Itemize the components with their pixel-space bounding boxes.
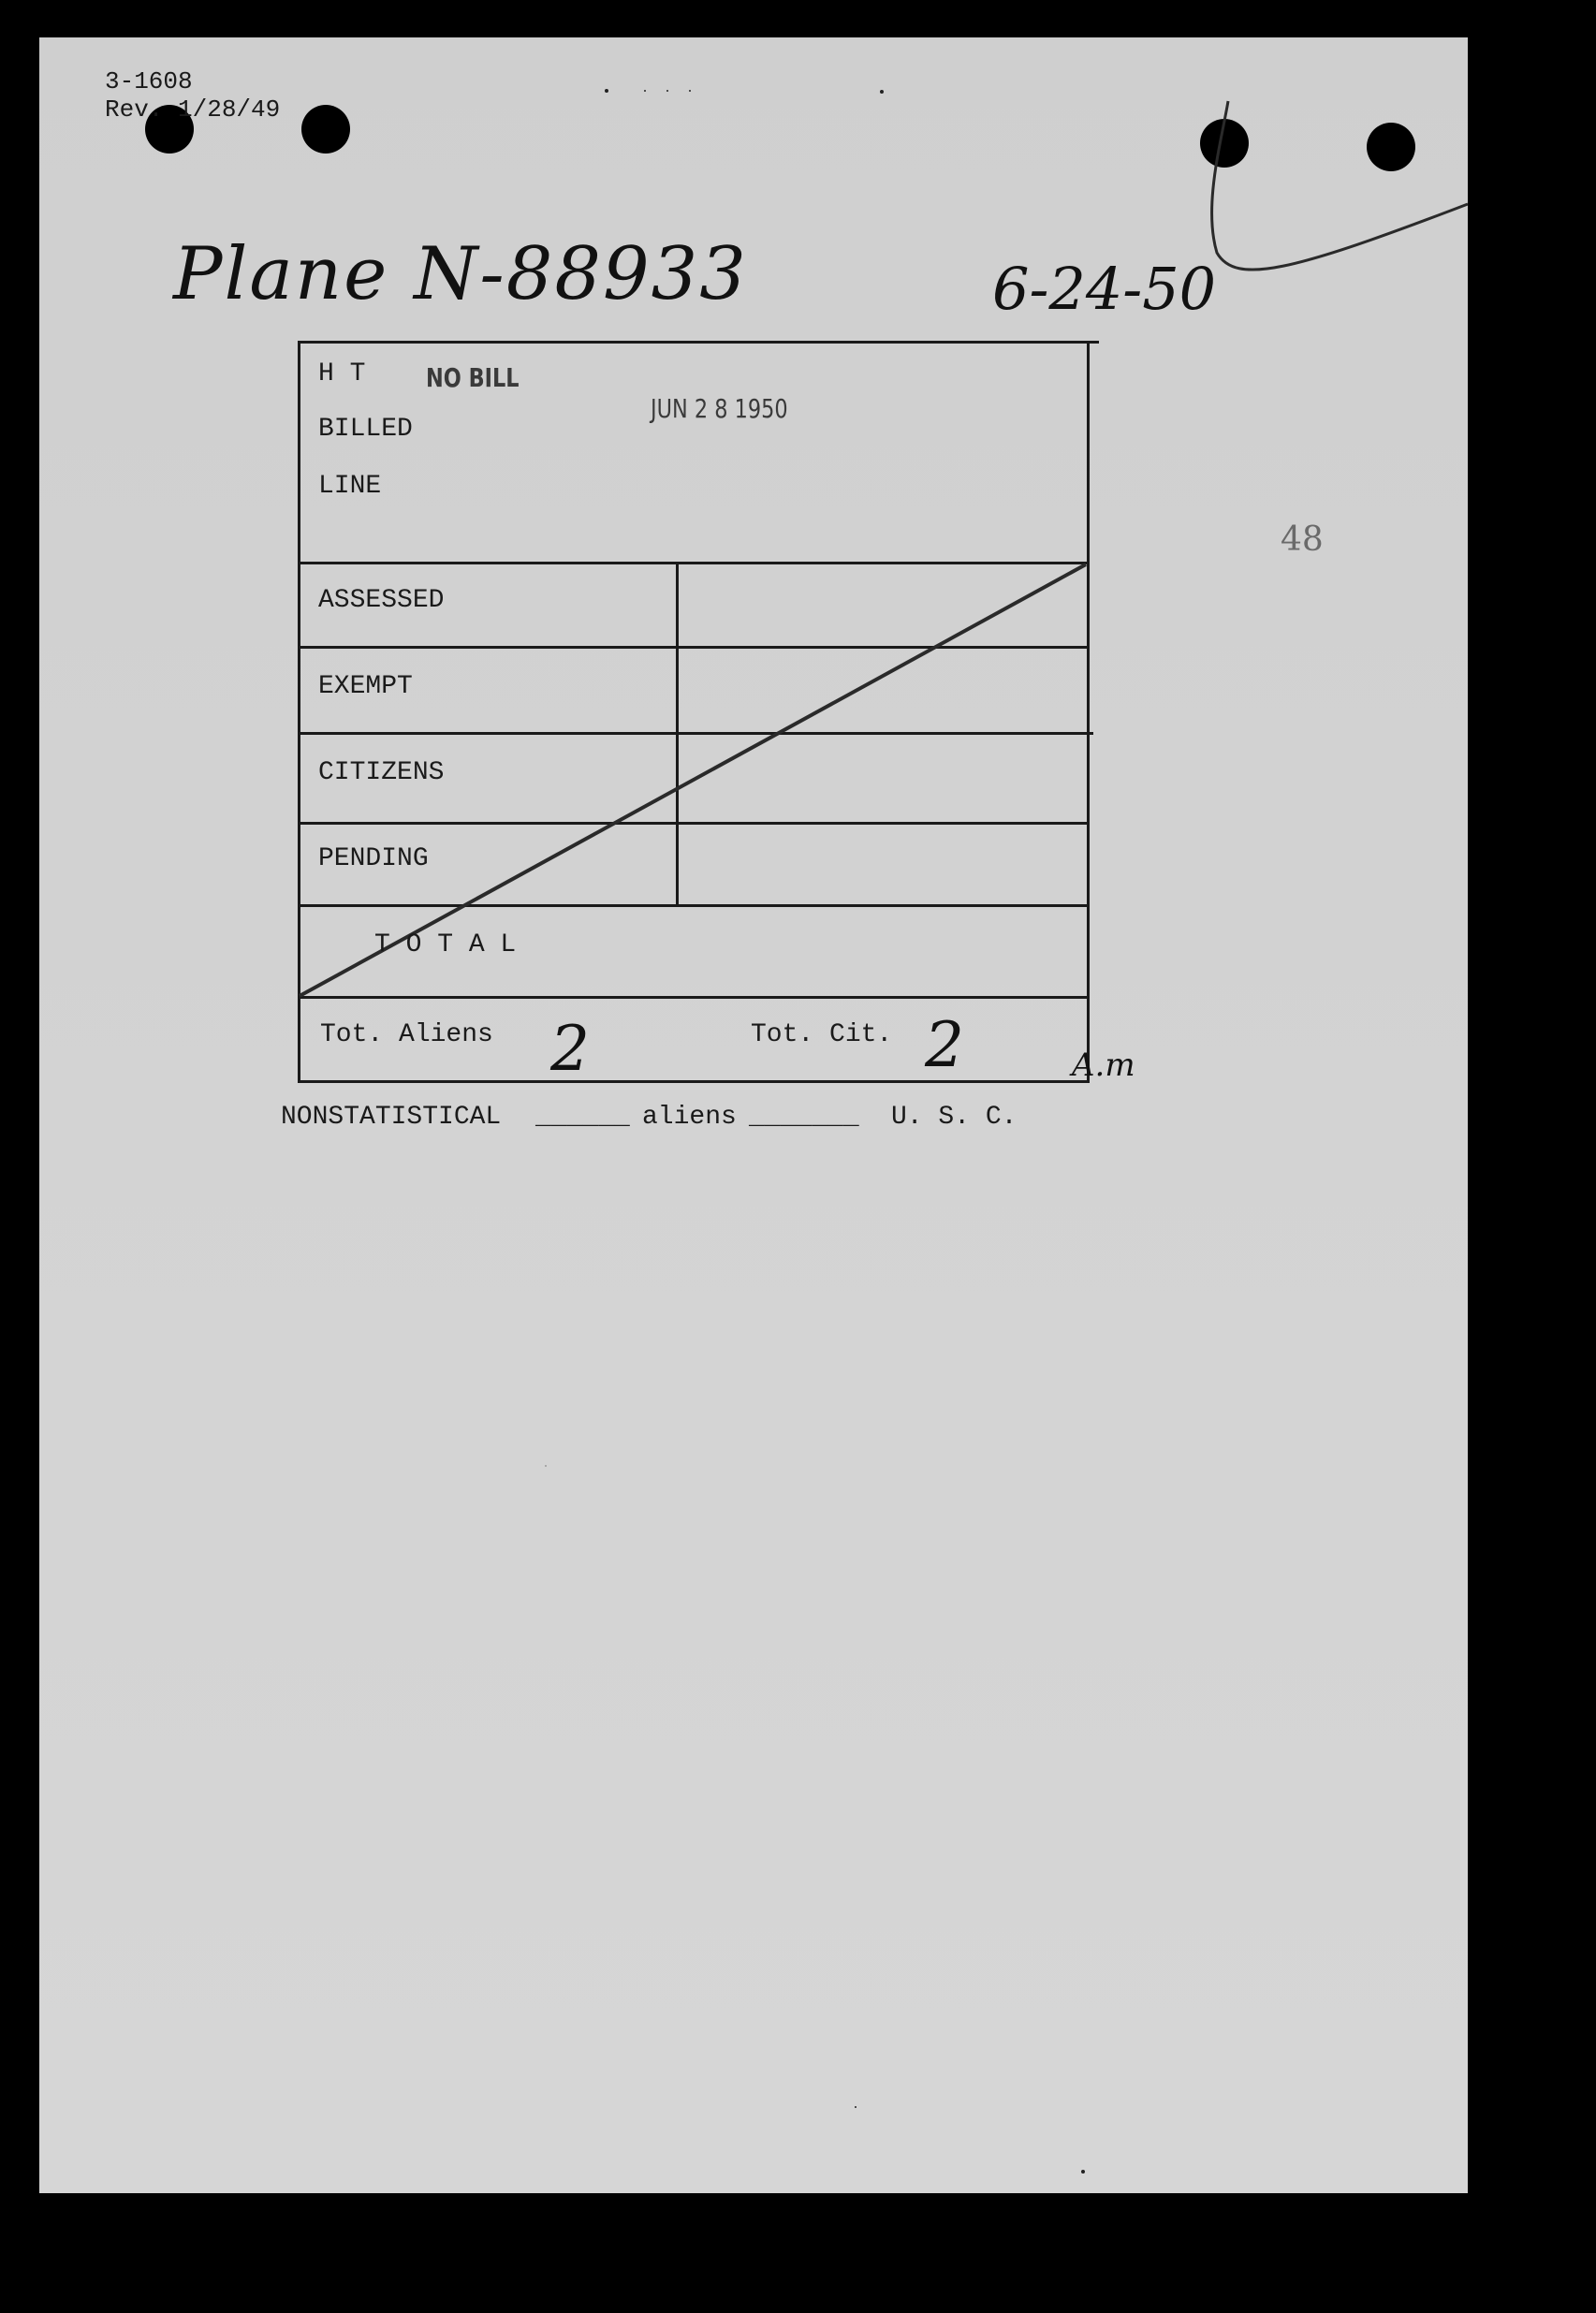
row-label-pending: PENDING [318,844,429,873]
row-label-assessed: ASSESSED [318,586,445,615]
received-date-stamp: JUN 2 8 1950 [651,393,788,424]
scan-speck [880,90,884,94]
tot-aliens-value: 2 [550,1013,590,1085]
scan-speck [666,90,668,92]
row-label-exempt: EXEMPT [318,672,413,701]
handwritten-date: 6-24-50 [992,255,1217,323]
scan-speck [545,1465,547,1467]
form-revision: Rev. 1/28/49 [105,95,281,124]
usc-label: U. S. C. [891,1103,1018,1132]
header-line-billed: BILLED [318,415,413,444]
tot-aliens-label: Tot. Aliens [320,1020,493,1049]
scan-speck [855,2106,857,2108]
handwritten-initials: A.m [1072,1047,1135,1084]
no-bill-stamp: NO BILL [426,362,520,393]
header-line-ht: H T [318,359,366,388]
scan-speck [644,90,646,92]
row-label-citizens: CITIZENS [318,758,445,787]
nonstatistical-blank-aliens: ______ [535,1103,630,1132]
scan-speck [1081,2170,1085,2174]
aliens-label: aliens [642,1103,737,1132]
handwritten-plane-number: Plane N-88933 [173,232,748,316]
scan-speck [689,90,691,92]
header-line-line: LINE [318,472,382,501]
nonstatistical-label: NONSTATISTICAL [281,1103,502,1132]
tot-cit-label: Tot. Cit. [751,1020,893,1049]
nonstatistical-blank-usc: _______ [749,1103,859,1132]
page-number: 48 [1281,520,1324,559]
row-label-total: T O T A L [374,930,517,959]
tot-cit-value: 2 [925,1009,964,1081]
form-number: 3-1608 [105,67,193,95]
scan-speck [605,89,608,93]
